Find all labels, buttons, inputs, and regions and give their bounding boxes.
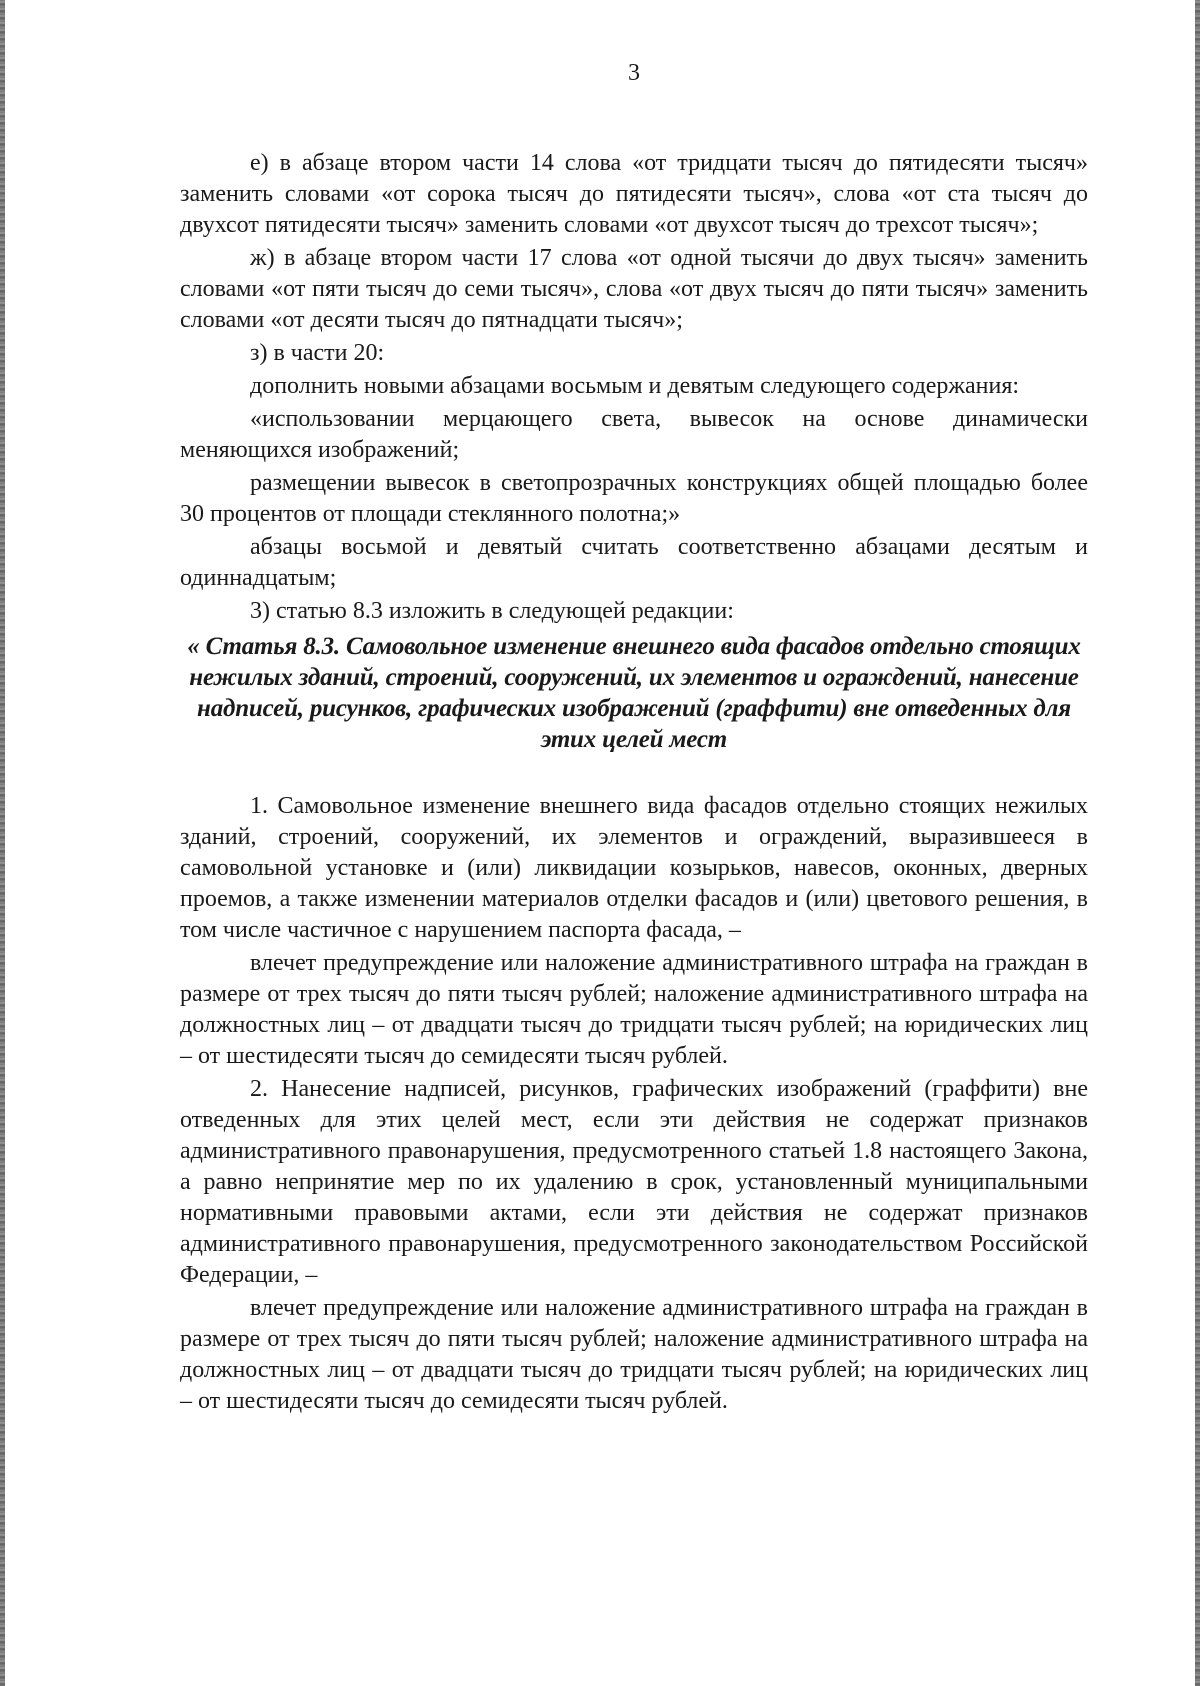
article-title: « Статья 8.3. Самовольное изменение внешнего вида фасадов отдельно стоящих нежилых зданий, строений, сооружений, их элементов и ограждений, нанесение надписей, рисунков, графических изображений (граффити) вне отведенных для этих целей мест [187, 633, 1081, 753]
paragraph-e-part-14: е) в абзаце втором части 14 слова «от тридцати тысяч до пятидесяти тысяч» заменить словами «от сорока тысяч до пятидесяти тысяч», слова «от ста тысяч до двухсот пятидесяти тысяч» заменить словами «от двухсот тысяч до трехсот тысяч»; [180, 150, 1088, 238]
paragraph-article-8-3-intro: 3) статью 8.3 изложить в следующей редакции: [250, 598, 734, 624]
paragraph-zh-part-17: ж) в абзаце втором части 17 слова «от одной тысячи до двух тысяч» заменить словами «от пяти тысяч до семи тысяч», слова «от двух тысяч до пяти тысяч» заменить словами «от десяти тысяч до пятнадцати тысяч»; [180, 245, 1088, 333]
document-body [180, 148, 1088, 1417]
paragraph-z-part-20: з) в части 20: [250, 340, 385, 366]
paragraph-add-new-paragraphs: дополнить новыми абзацами восьмым и девятым следующего содержания: [250, 373, 1020, 399]
paragraph-flickering-light: «использовании мерцающего света, вывесок на основе динамически меняющихся изображений; [180, 406, 1088, 463]
scan-edge-right [1195, 0, 1200, 1686]
article-part-1: 1. Самовольное изменение внешнего вида фасадов отдельно стоящих нежилых зданий, строений, сооружений, их элементов и ограждений, выразившееся в самовольной установке и (или) ликвидации козырьков, навесов, оконных, дверных проемов, а также изменении материалов отделки фасадов и (или) цветового решения, в том числе частичное с нарушением паспорта фасада, – [180, 793, 1088, 943]
page-number: 3 [628, 60, 640, 86]
section-spacer [180, 755, 1088, 791]
scan-edge-left [0, 0, 5, 1686]
paragraph-renumbering: абзацы восьмой и девятый считать соответственно абзацами десятым и одиннадцатым; [180, 534, 1088, 591]
article-part-2: 2. Нанесение надписей, рисунков, графических изображений (граффити) вне отведенных для этих целей мест, если эти действия не содержат признаков административного правонарушения, предусмотренного статьей 1.8 настоящего Закона, а равно непринятие мер по их удалению в срок, установленный муниципальными нормативными правовыми актами, если эти действия не содержат признаков административного правонарушения, предусмотренного законодательством Российской Федерации, – [180, 1076, 1088, 1288]
article-part-1-penalty: влечет предупреждение или наложение административного штрафа на граждан в размере от трех тысяч до пяти тысяч рублей; наложение административного штрафа на должностных лиц – от двадцати тысяч до тридцати тысяч рублей; на юридических лиц – от шестидесяти тысяч до семидесяти тысяч рублей. [180, 950, 1088, 1069]
article-part-2-penalty: влечет предупреждение или наложение административного штрафа на граждан в размере от трех тысяч до пяти тысяч рублей; наложение административного штрафа на должностных лиц – от двадцати тысяч до тридцати тысяч рублей; на юридических лиц – от шестидесяти тысяч до семидесяти тысяч рублей. [180, 1295, 1088, 1414]
paragraph-signs-placement: размещении вывесок в светопрозрачных конструкциях общей площадью более 30 процентов от площади стеклянного полотна;» [180, 470, 1088, 527]
